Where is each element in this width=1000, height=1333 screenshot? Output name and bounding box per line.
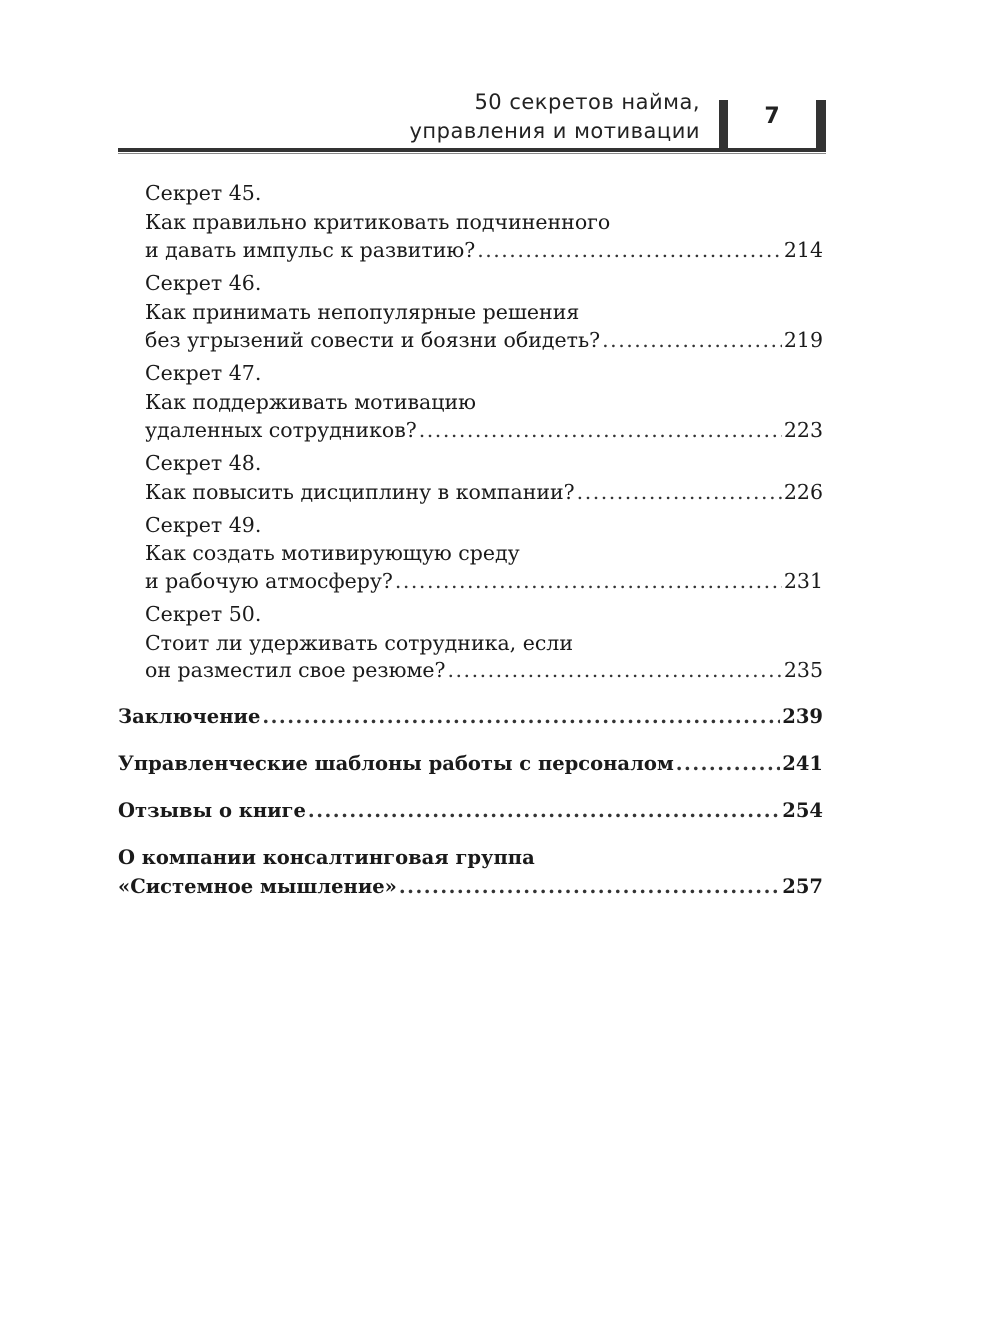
toc-entry-about-page: 257 bbox=[782, 875, 823, 898]
toc-entry-conclusion: Заключение ..... 239 bbox=[118, 702, 823, 732]
leader-dots bbox=[577, 477, 782, 507]
toc-entry-45-title-2: и давать импульс к развитию? ..... 214 bbox=[145, 235, 823, 265]
toc-entry-templates: Управленческие шаблоны работы с персоналом ..... 241 bbox=[118, 749, 823, 779]
toc-entry-48-page: 226 bbox=[783, 480, 823, 504]
toc-entry-45-title-1: Как правильно критиковать подчиненного bbox=[145, 210, 611, 234]
toc-entry-46-page: 219 bbox=[783, 328, 823, 352]
toc-entry-about-2: «Системное мышление» ..... 257 bbox=[118, 872, 823, 902]
leader-dots bbox=[395, 566, 782, 596]
toc-entry-47-label: Секрет 47. bbox=[145, 361, 262, 385]
toc-entry-46-label: Секрет 46. bbox=[145, 271, 262, 295]
leader-dots bbox=[419, 415, 782, 445]
toc-entry-conclusion-page: 239 bbox=[782, 705, 823, 728]
toc-entry-reviews-page: 254 bbox=[782, 799, 823, 822]
toc-entry-48-label: Секрет 48. bbox=[145, 451, 262, 475]
page-number: 7 bbox=[764, 104, 780, 129]
leader-dots bbox=[308, 796, 780, 826]
toc-entry-50-title-1: Стоит ли удерживать сотрудника, если bbox=[145, 631, 573, 655]
toc-entry-47-page: 223 bbox=[783, 418, 823, 442]
leader-dots bbox=[676, 749, 781, 779]
page-number-bar-right bbox=[816, 100, 826, 150]
header-rule bbox=[118, 148, 826, 152]
page-number-bar-left bbox=[719, 100, 728, 150]
toc-entry-46-title-1: Как принимать непопулярные решения bbox=[145, 300, 580, 324]
toc-entry-templates-page: 241 bbox=[782, 752, 823, 775]
book-title-line-1: 50 секретов найма, bbox=[474, 90, 700, 114]
toc-entry-45-page: 214 bbox=[783, 238, 823, 262]
toc-entry-reviews: Отзывы о книге ..... 254 bbox=[118, 796, 823, 826]
toc-entry-45-label: Секрет 45. bbox=[145, 181, 262, 205]
toc-entry-47-title-1: Как поддерживать мотивацию bbox=[145, 390, 476, 414]
leader-dots bbox=[602, 325, 782, 355]
toc-entry-49-label: Секрет 49. bbox=[145, 513, 262, 537]
toc-entry-50-page: 235 bbox=[783, 658, 823, 682]
toc-entry-about-1: О компании консалтинговая группа bbox=[118, 846, 535, 869]
header-rule-thin bbox=[118, 153, 826, 154]
toc-entry-47-title-2: удаленных сотрудников? ..... 223 bbox=[145, 415, 823, 445]
book-title-line-2: управления и мотивации bbox=[409, 119, 700, 143]
book-title bbox=[410, 88, 701, 146]
leader-dots bbox=[262, 702, 780, 732]
leader-dots bbox=[477, 235, 782, 265]
leader-dots bbox=[448, 655, 782, 685]
toc-entry-50-label: Секрет 50. bbox=[145, 602, 262, 626]
leader-dots bbox=[399, 872, 780, 902]
toc-entry-49-title-2: и рабочую атмосферу? ..... 231 bbox=[145, 566, 823, 596]
toc-entry-48-title-1: Как повысить дисциплину в компании? ..... 226 bbox=[145, 477, 823, 507]
toc-entry-46-title-2: без угрызений совести и боязни обидеть? ..... 219 bbox=[145, 325, 823, 355]
toc-entry-49-title-1: Как создать мотивирующую среду bbox=[145, 541, 520, 565]
toc-entry-50-title-2: он разместил свое резюме? ..... 235 bbox=[145, 655, 823, 685]
toc-entry-49-page: 231 bbox=[783, 569, 823, 593]
